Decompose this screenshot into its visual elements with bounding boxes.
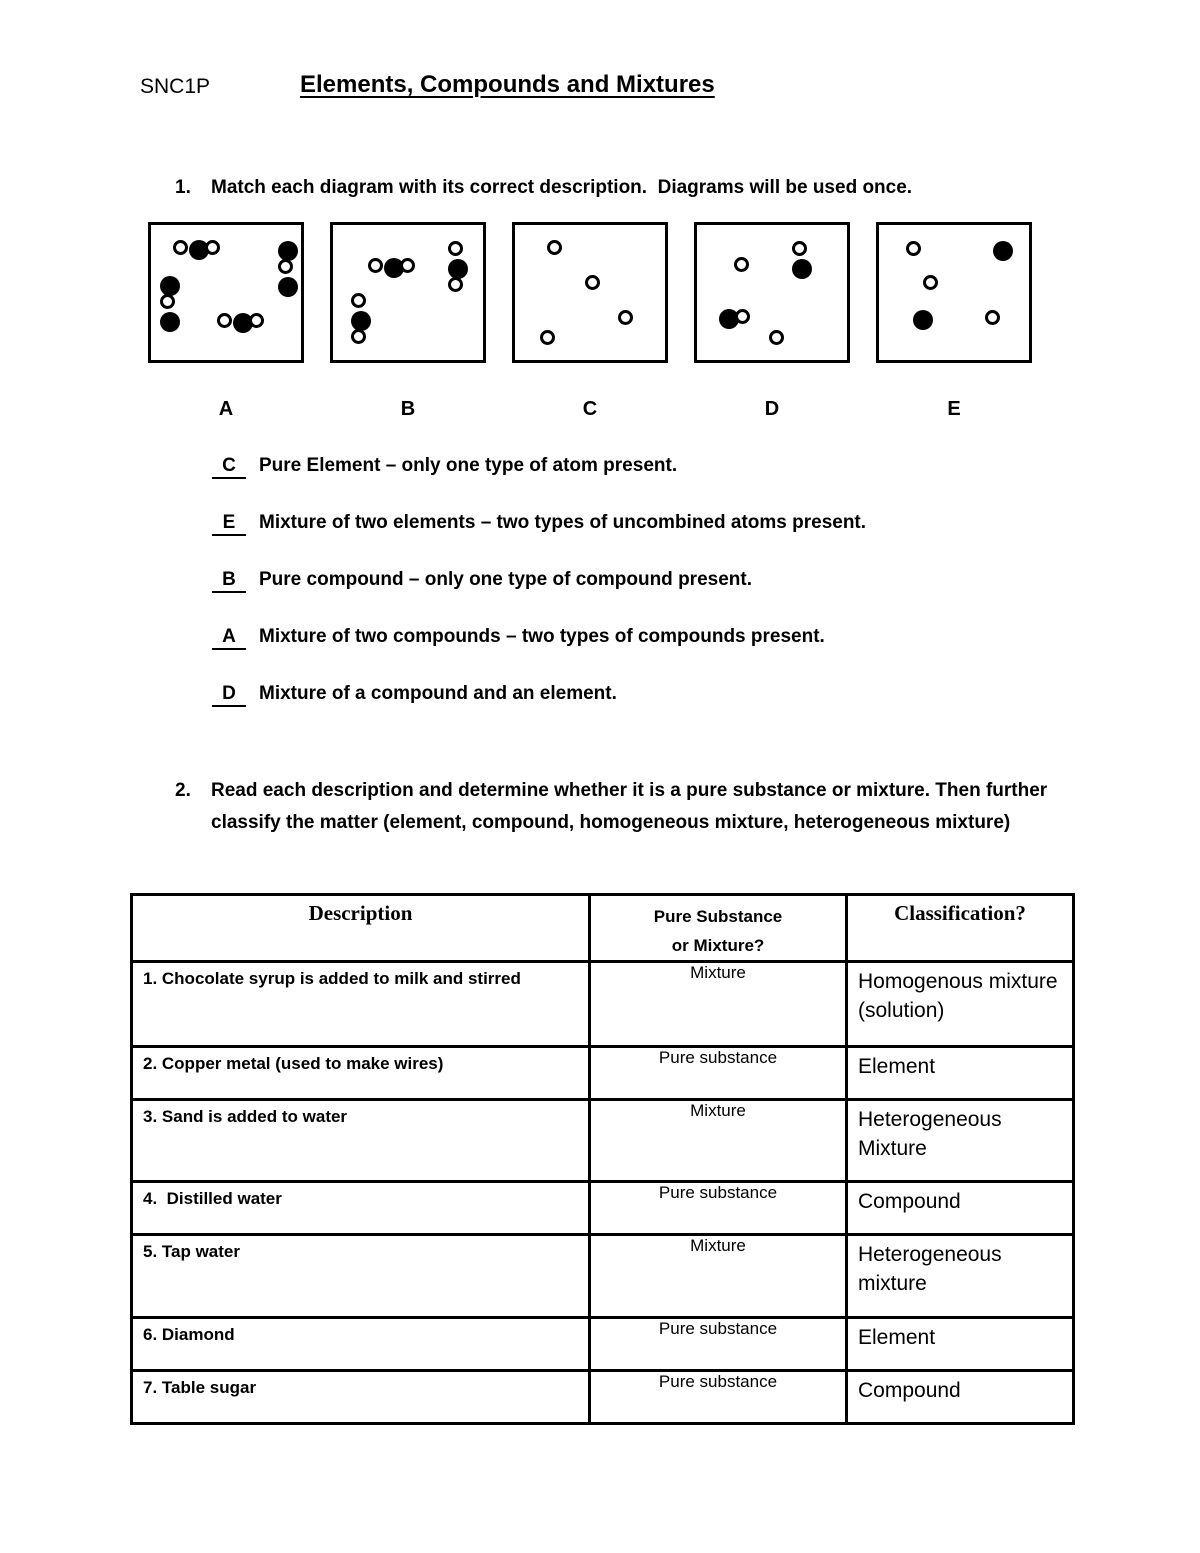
black-atom-icon	[993, 241, 1013, 261]
col-header-substance	[590, 895, 847, 962]
cell-description: 7. Table sugar	[132, 1371, 590, 1424]
black-atom-icon	[351, 311, 371, 331]
table-row	[132, 962, 1074, 1047]
white-atom-icon	[205, 240, 220, 255]
question-2-text: Read each description and determine whether it is a pure substance or mixture. Then further classify the matter (element, compound, homogeneous mixture, heterogeneous mixture)	[211, 780, 1053, 833]
cell-substance: Mixture	[590, 1235, 847, 1318]
diagram-box-a	[148, 222, 304, 363]
diagram-labels	[148, 398, 1032, 421]
question-2-number: 2.	[175, 780, 191, 801]
page-title: Elements, Compounds and Mixtures	[300, 71, 715, 98]
answer-description: Pure Element – only one type of atom present.	[259, 455, 678, 476]
col-header-substance-line2: or Mixture?	[671, 936, 765, 955]
answer-blank: A	[212, 626, 246, 650]
white-atom-icon	[735, 309, 750, 324]
answer-description: Pure compound – only one type of compound present.	[259, 569, 752, 590]
black-atom-icon	[913, 310, 933, 330]
white-atom-icon	[734, 257, 749, 272]
diagram-box-e	[876, 222, 1032, 363]
cell-description: 4. Distilled water	[132, 1182, 590, 1235]
course-code: SNC1P	[140, 75, 211, 98]
white-atom-icon	[448, 277, 463, 292]
question-1-text: Match each diagram with its correct description. Diagrams will be used once.	[211, 177, 913, 198]
matching-answers	[212, 455, 1072, 740]
white-atom-icon	[400, 258, 415, 273]
diagram-box-c	[512, 222, 668, 363]
white-atom-icon	[217, 313, 232, 328]
white-atom-icon	[351, 329, 366, 344]
table-row	[132, 1371, 1074, 1424]
answer-row	[212, 626, 1072, 650]
answer-row	[212, 512, 1072, 536]
question-1	[175, 172, 1075, 204]
table-row	[132, 1318, 1074, 1371]
table-header-row	[132, 895, 1074, 962]
answer-blank: E	[212, 512, 246, 536]
white-atom-icon	[906, 241, 921, 256]
particle-diagrams	[148, 222, 1032, 363]
question-2	[175, 775, 1065, 839]
white-atom-icon	[278, 259, 293, 274]
cell-classification: Homogenous mixture (solution)	[847, 962, 1074, 1047]
table-row	[132, 1182, 1074, 1235]
question-1-number: 1.	[175, 177, 191, 198]
white-atom-icon	[368, 258, 383, 273]
diagram-label-e: E	[947, 398, 961, 420]
diagram-box-d	[694, 222, 850, 363]
cell-substance: Mixture	[590, 1100, 847, 1182]
answer-description: Mixture of two elements – two types of uncombined atoms present.	[259, 512, 867, 533]
white-atom-icon	[173, 240, 188, 255]
white-atom-icon	[160, 294, 175, 309]
col-header-substance-line1: Pure Substance	[653, 907, 783, 926]
classification-table	[130, 893, 1075, 1425]
white-atom-icon	[547, 240, 562, 255]
white-atom-icon	[985, 310, 1000, 325]
black-atom-icon	[160, 276, 180, 296]
cell-description: 6. Diamond	[132, 1318, 590, 1371]
cell-substance: Pure substance	[590, 1371, 847, 1424]
cell-description: 3. Sand is added to water	[132, 1100, 590, 1182]
cell-description: 2. Copper metal (used to make wires)	[132, 1047, 590, 1100]
col-header-description: Description	[132, 895, 590, 962]
cell-description: 1. Chocolate syrup is added to milk and stirred	[132, 962, 590, 1047]
cell-substance: Mixture	[590, 962, 847, 1047]
diagram-label-a: A	[218, 398, 234, 420]
table-row	[132, 1100, 1074, 1182]
answer-row	[212, 569, 1072, 593]
answer-blank: C	[212, 455, 246, 479]
answer-description: Mixture of a compound and an element.	[259, 683, 617, 704]
answer-row	[212, 683, 1072, 707]
white-atom-icon	[540, 330, 555, 345]
answer-row	[212, 455, 1072, 479]
white-atom-icon	[923, 275, 938, 290]
white-atom-icon	[448, 241, 463, 256]
diagram-box-b	[330, 222, 486, 363]
diagram-label-d: D	[764, 398, 780, 420]
white-atom-icon	[585, 275, 600, 290]
col-header-classification: Classification?	[847, 895, 1074, 962]
cell-classification: Element	[847, 1318, 1074, 1371]
black-atom-icon	[448, 259, 468, 279]
cell-description: 5. Tap water	[132, 1235, 590, 1318]
answer-blank: B	[212, 569, 246, 593]
cell-classification: Compound	[847, 1371, 1074, 1424]
table-row	[132, 1235, 1074, 1318]
white-atom-icon	[618, 310, 633, 325]
black-atom-icon	[792, 259, 812, 279]
cell-classification: Heterogeneous mixture	[847, 1235, 1074, 1318]
white-atom-icon	[792, 241, 807, 256]
diagram-label-c: C	[582, 398, 598, 420]
answer-blank: D	[212, 683, 246, 707]
cell-classification: Element	[847, 1047, 1074, 1100]
black-atom-icon	[278, 277, 298, 297]
diagram-label-b: B	[400, 398, 416, 420]
black-atom-icon	[160, 312, 180, 332]
cell-substance: Pure substance	[590, 1182, 847, 1235]
white-atom-icon	[249, 313, 264, 328]
cell-substance: Pure substance	[590, 1318, 847, 1371]
cell-classification: Heterogeneous Mixture	[847, 1100, 1074, 1182]
black-atom-icon	[278, 241, 298, 261]
cell-classification: Compound	[847, 1182, 1074, 1235]
answer-description: Mixture of two compounds – two types of compounds present.	[259, 626, 825, 647]
table-row	[132, 1047, 1074, 1100]
white-atom-icon	[769, 330, 784, 345]
cell-substance: Pure substance	[590, 1047, 847, 1100]
white-atom-icon	[351, 293, 366, 308]
